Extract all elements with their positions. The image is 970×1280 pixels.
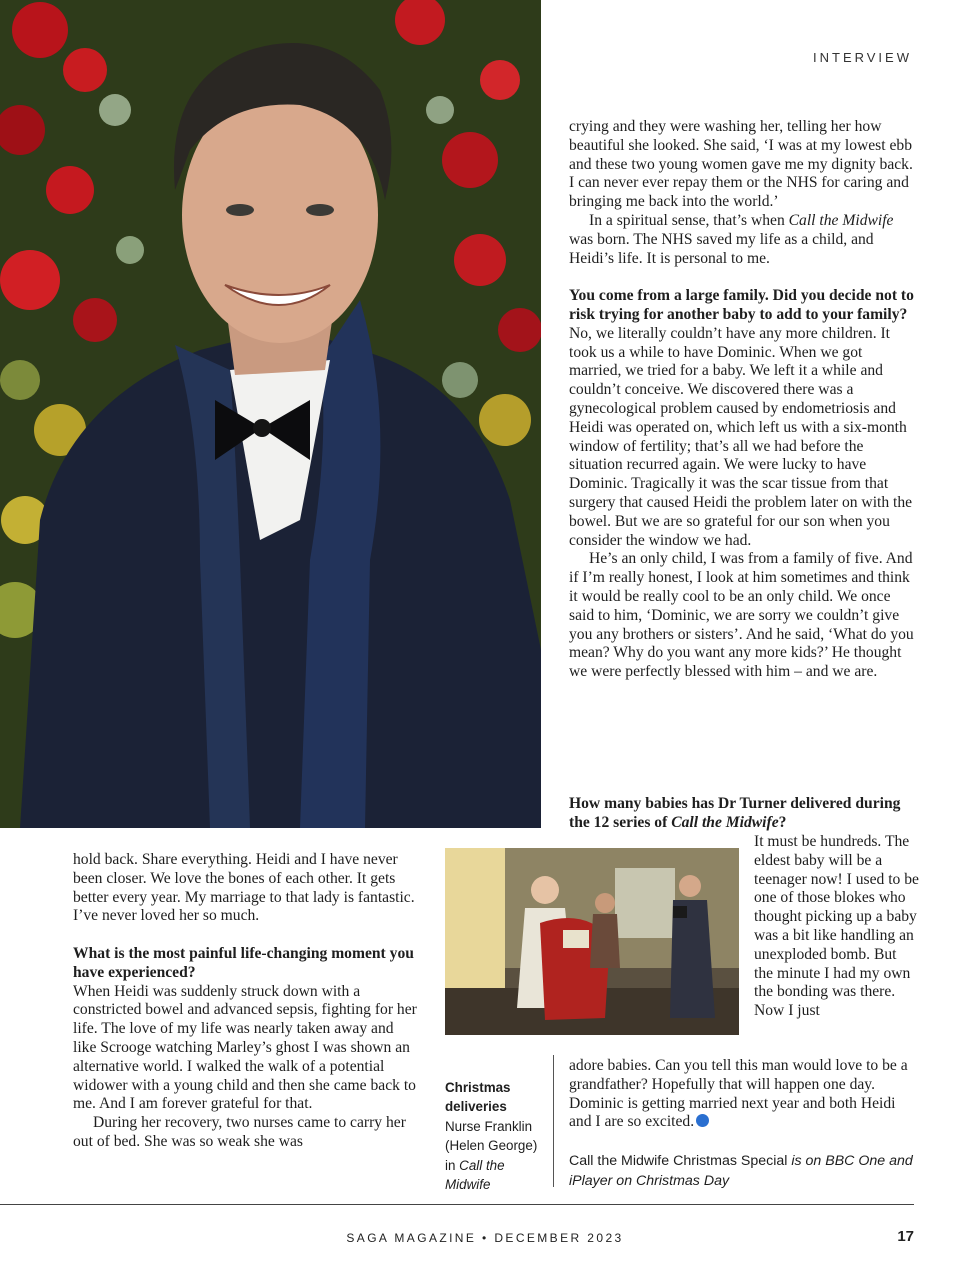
- paragraph: No, we literally couldn’t have any more children. It took us a while to have Dominic. When we got married, we tried for a baby. We left it a while and couldn’t conceive. We discovered there was a gynecological problem caused by endometriosis and Heidi was operated on, which left us with a six-month window of fertility; that’s all we had before the situation recurred again. We were lucky to have Dominic. Tragically it was the scar tissue from that surgery that caused Heidi the problem later on with the bowel. But we are so grateful for our son when you consider the window we had.: [569, 324, 913, 549]
- caption-title: Christmas deliveries: [445, 1080, 511, 1115]
- end-mark-icon: [696, 1114, 709, 1127]
- portrait-illustration: [0, 0, 541, 828]
- interview-question: You come from a large family. Did you decide not to risk trying for another baby to add to your family?: [569, 287, 914, 323]
- paragraph: When Heidi was suddenly struck down with a constricted bowel and advanced sepsis, fighting for her life. The love of my life was nearly taken away and like Scrooge watching Marley’s ghost I was shown an alternative world. I walked the walk of a potential widower with a young child and then she came back to me. And I am forever grateful for that.: [73, 982, 417, 1113]
- interview-question: What is the most painful life-changing moment you have experienced?: [73, 944, 414, 981]
- caption-text: Nurse Franklin (Helen George) in Call the Midwife: [445, 1118, 538, 1193]
- right-column-top: [569, 118, 914, 682]
- section-label: INTERVIEW: [813, 50, 912, 65]
- paragraph: hold back. Share everything. Heidi and I have never been closer. We love the bones of each other. It gets better every year. My marriage to that lady is fantastic. I’ve never loved her so much.: [73, 851, 415, 925]
- paragraph: During her recovery, two nurses came to carry her out of bed. She was so weak she was: [73, 1114, 406, 1150]
- left-column: [73, 851, 418, 1152]
- broadcast-credit: Call the Midwife Christmas Special is on BBC One and iPlayer on Christmas Day: [569, 1153, 913, 1189]
- inset-photo: [445, 848, 739, 1035]
- interview-question: How many babies has Dr Turner delivered during the 12 series of Call the Midwife?: [569, 795, 901, 831]
- paragraph: crying and they were washing her, telling her how beautiful she looked. She said, ‘I was at my lowest ebb and these two young women gave me my dignity back. I can never ever repay them or the NHS for caring and bringing me back into the world.’: [569, 118, 913, 211]
- paragraph: He’s an only child, I was from a family of five. And if I’m really honest, I look at him sometimes and think it would be really cool to be an only child. We once said to him, ‘Dominic, we are sorry we couldn’t give you any brothers or sisters’. And he said, ‘What do you mean? Why do you want any more kids?’ He thought we were perfectly blessed with him – and we are.: [569, 550, 914, 681]
- footer-divider: [0, 1204, 914, 1205]
- paragraph: It must be hundreds. The eldest baby will be a teenager now! I used to be one of those blokes who thought picking up a baby was a bit like handling an unexploded bomb. But the minute I had my own the bonding was there. Now I just: [754, 833, 919, 1020]
- footer-magazine: SAGA MAGAZINE • DECEMBER 2023: [346, 1231, 624, 1245]
- hero-photo: [0, 0, 541, 828]
- page-number: 17: [897, 1228, 914, 1245]
- nursery-scene-illustration: [445, 848, 739, 1035]
- paragraph: In a spiritual sense, that’s when Call the Midwife was born. The NHS saved my life as a child, and Heidi’s life. It is personal to me.: [569, 211, 894, 267]
- paragraph: adore babies. Can you tell this man would love to be a grandfather? Hopefully that will happen one day. Dominic is getting married next year and both Heidi and I are so excited.: [569, 1057, 908, 1131]
- photo-caption: [445, 1078, 545, 1194]
- caption-divider: [553, 1055, 554, 1187]
